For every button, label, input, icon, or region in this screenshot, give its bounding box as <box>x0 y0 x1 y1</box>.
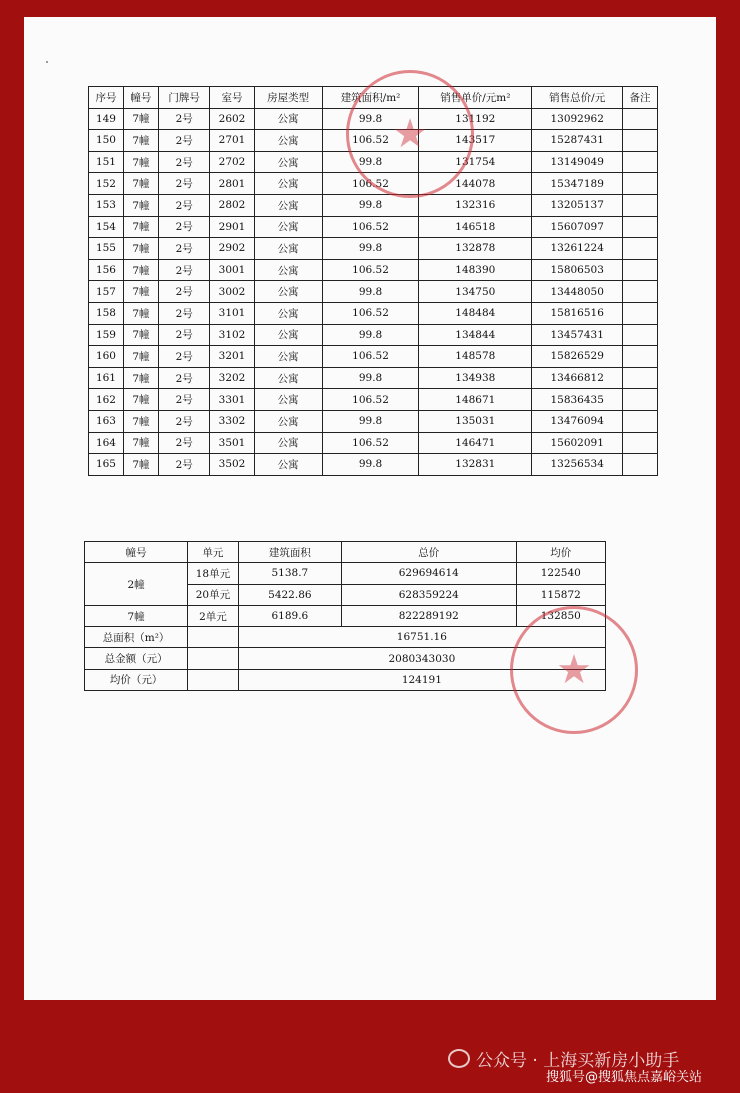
table-cell: 公寓 <box>254 108 322 130</box>
total-area-value: 16751.16 <box>238 627 605 648</box>
table-cell: 106.52 <box>322 216 418 238</box>
header-cell: 销售单价/元m² <box>419 87 532 109</box>
table-cell <box>622 410 657 432</box>
table-cell: 13457431 <box>532 324 623 346</box>
cell: 2单元 <box>188 605 239 626</box>
table-row <box>89 454 658 476</box>
table-cell: 106.52 <box>322 346 418 368</box>
table-cell: 7幢 <box>123 389 158 411</box>
table-cell: 公寓 <box>254 302 322 324</box>
table-cell: 2号 <box>158 238 210 260</box>
table-cell: 公寓 <box>254 367 322 389</box>
table-row <box>89 302 658 324</box>
table-cell: 149 <box>89 108 124 130</box>
table-cell: 99.8 <box>322 324 418 346</box>
summary-row <box>85 563 606 584</box>
table-cell: 151 <box>89 151 124 173</box>
table-cell: 13261224 <box>532 238 623 260</box>
table-cell <box>622 238 657 260</box>
header-cell: 建筑面积 <box>238 542 341 563</box>
table-cell <box>622 216 657 238</box>
table-cell: 160 <box>89 346 124 368</box>
table-cell: 公寓 <box>254 151 322 173</box>
table-cell: 7幢 <box>123 173 158 195</box>
table-cell: 7幢 <box>123 216 158 238</box>
header-cell: 室号 <box>210 87 254 109</box>
table-cell: 15347189 <box>532 173 623 195</box>
table-row <box>89 389 658 411</box>
table-cell <box>622 259 657 281</box>
table-cell: 2号 <box>158 367 210 389</box>
table-cell: 2号 <box>158 389 210 411</box>
table-cell: 7幢 <box>123 151 158 173</box>
table-row <box>89 194 658 216</box>
table-cell: 99.8 <box>322 194 418 216</box>
table-cell: 15602091 <box>532 432 623 454</box>
table-cell: 3202 <box>210 367 254 389</box>
table-cell <box>622 108 657 130</box>
table-cell: 7幢 <box>123 281 158 303</box>
summary-header-row <box>85 542 606 563</box>
cell: 629694614 <box>341 563 516 584</box>
table-cell: 99.8 <box>322 410 418 432</box>
table-cell: 13466812 <box>532 367 623 389</box>
scan-speck <box>46 61 48 63</box>
table-cell: 148671 <box>419 389 532 411</box>
header-cell: 门牌号 <box>158 87 210 109</box>
header-cell: 总价 <box>341 542 516 563</box>
table-cell: 2902 <box>210 238 254 260</box>
avg-price-value: 124191 <box>238 669 605 690</box>
table-cell: 155 <box>89 238 124 260</box>
table-cell: 2号 <box>158 130 210 152</box>
table-cell: 131754 <box>419 151 532 173</box>
table-cell: 153 <box>89 194 124 216</box>
table-cell: 2801 <box>210 173 254 195</box>
table-cell: 106.52 <box>322 432 418 454</box>
table-cell: 2702 <box>210 151 254 173</box>
table-cell: 公寓 <box>254 130 322 152</box>
table-cell: 2号 <box>158 410 210 432</box>
table-cell: 106.52 <box>322 302 418 324</box>
table-cell: 13476094 <box>532 410 623 432</box>
total-area-label: 总面积（m²） <box>85 627 188 648</box>
summary-row <box>85 605 606 626</box>
header-cell: 幢号 <box>85 542 188 563</box>
table-cell: 2号 <box>158 259 210 281</box>
table-cell: 公寓 <box>254 216 322 238</box>
table-cell: 2号 <box>158 216 210 238</box>
table-cell: 公寓 <box>254 173 322 195</box>
table-cell: 7幢 <box>123 454 158 476</box>
table-cell: 公寓 <box>254 259 322 281</box>
table-cell <box>622 130 657 152</box>
table-cell: 7幢 <box>123 130 158 152</box>
table-cell <box>622 281 657 303</box>
table-cell: 165 <box>89 454 124 476</box>
sohu-watermark: 搜狐号@搜狐焦点嘉峪关站 <box>546 1070 703 1085</box>
table-cell <box>622 194 657 216</box>
table-cell: 150 <box>89 130 124 152</box>
table-cell: 152 <box>89 173 124 195</box>
table-cell: 163 <box>89 410 124 432</box>
table-cell: 2号 <box>158 454 210 476</box>
table-cell <box>622 454 657 476</box>
table-cell: 7幢 <box>123 238 158 260</box>
table-cell: 159 <box>89 324 124 346</box>
header-cell: 均价 <box>516 542 605 563</box>
table-cell: 131192 <box>419 108 532 130</box>
table-cell: 15607097 <box>532 216 623 238</box>
table-cell <box>622 173 657 195</box>
table-cell: 2号 <box>158 302 210 324</box>
table-cell: 2号 <box>158 432 210 454</box>
table-cell: 3101 <box>210 302 254 324</box>
wechat-icon <box>448 1049 470 1068</box>
table-cell: 154 <box>89 216 124 238</box>
table-cell: 13448050 <box>532 281 623 303</box>
table-cell <box>622 432 657 454</box>
table-cell: 2号 <box>158 151 210 173</box>
table-cell: 99.8 <box>322 108 418 130</box>
table-cell: 164 <box>89 432 124 454</box>
table-cell: 15836435 <box>532 389 623 411</box>
cell <box>188 648 239 669</box>
table-cell: 7幢 <box>123 432 158 454</box>
table-cell: 7幢 <box>123 346 158 368</box>
cell: 5422.86 <box>238 584 341 605</box>
cell: 822289192 <box>341 605 516 626</box>
table-row <box>89 238 658 260</box>
table-cell: 99.8 <box>322 238 418 260</box>
table-cell: 2701 <box>210 130 254 152</box>
table-row <box>89 410 658 432</box>
table-cell: 135031 <box>419 410 532 432</box>
table-cell: 3301 <box>210 389 254 411</box>
table-cell: 公寓 <box>254 281 322 303</box>
header-cell: 销售总价/元 <box>532 87 623 109</box>
avg-price-label: 均价（元） <box>85 669 188 690</box>
table-cell: 7幢 <box>123 194 158 216</box>
table-cell: 7幢 <box>123 259 158 281</box>
table-cell: 13092962 <box>532 108 623 130</box>
table-cell: 13256534 <box>532 454 623 476</box>
cell: 5138.7 <box>238 563 341 584</box>
table-cell: 2号 <box>158 173 210 195</box>
table-cell: 144078 <box>419 173 532 195</box>
table-cell: 99.8 <box>322 281 418 303</box>
table-cell: 7幢 <box>123 302 158 324</box>
table-cell: 3502 <box>210 454 254 476</box>
table-cell: 161 <box>89 367 124 389</box>
table-cell: 2号 <box>158 108 210 130</box>
table-cell: 2602 <box>210 108 254 130</box>
table-cell: 132878 <box>419 238 532 260</box>
table-cell: 15287431 <box>532 130 623 152</box>
table-cell: 106.52 <box>322 389 418 411</box>
table-row <box>89 324 658 346</box>
cell: 6189.6 <box>238 605 341 626</box>
header-cell: 幢号 <box>123 87 158 109</box>
table-cell <box>622 389 657 411</box>
table-cell: 公寓 <box>254 454 322 476</box>
table-cell: 99.8 <box>322 367 418 389</box>
cell: 132850 <box>516 605 605 626</box>
table-cell <box>622 346 657 368</box>
cell: 20单元 <box>188 584 239 605</box>
table-cell <box>622 367 657 389</box>
table-cell: 15816516 <box>532 302 623 324</box>
table-cell: 106.52 <box>322 259 418 281</box>
table-cell: 公寓 <box>254 238 322 260</box>
table-cell: 3002 <box>210 281 254 303</box>
header-cell: 备注 <box>622 87 657 109</box>
table-cell: 134938 <box>419 367 532 389</box>
table-cell: 3201 <box>210 346 254 368</box>
cell: 115872 <box>516 584 605 605</box>
table-cell <box>622 324 657 346</box>
table-row <box>89 216 658 238</box>
table-cell: 106.52 <box>322 130 418 152</box>
table-row <box>89 432 658 454</box>
star-icon: ★ <box>556 647 592 693</box>
wechat-account-text: 公众号 · 上海买新房小助手 <box>476 1051 680 1071</box>
table-row <box>89 346 658 368</box>
cell <box>188 627 239 648</box>
table-cell: 99.8 <box>322 151 418 173</box>
table-cell: 公寓 <box>254 324 322 346</box>
document-page <box>24 17 716 1000</box>
table-cell: 公寓 <box>254 410 322 432</box>
table-cell: 143517 <box>419 130 532 152</box>
table-row <box>89 367 658 389</box>
table-cell: 7幢 <box>123 324 158 346</box>
table-cell: 13149049 <box>532 151 623 173</box>
star-icon: ★ <box>392 111 428 157</box>
header-cell: 建筑面积/m² <box>322 87 418 109</box>
table-cell: 158 <box>89 302 124 324</box>
table-cell: 106.52 <box>322 173 418 195</box>
table-cell <box>622 151 657 173</box>
building-cell: 7幢 <box>85 605 188 626</box>
table-cell: 3001 <box>210 259 254 281</box>
table-cell: 156 <box>89 259 124 281</box>
table-cell: 157 <box>89 281 124 303</box>
table-cell: 15806503 <box>532 259 623 281</box>
cell <box>188 669 239 690</box>
cell: 628359224 <box>341 584 516 605</box>
cell: 18单元 <box>188 563 239 584</box>
table-cell: 2号 <box>158 346 210 368</box>
cell: 122540 <box>516 563 605 584</box>
table-row <box>89 259 658 281</box>
table-cell: 2号 <box>158 324 210 346</box>
table-cell: 2号 <box>158 281 210 303</box>
table-cell: 15826529 <box>532 346 623 368</box>
table-cell: 7幢 <box>123 108 158 130</box>
table-cell: 7幢 <box>123 367 158 389</box>
table-cell: 7幢 <box>123 410 158 432</box>
header-cell: 单元 <box>188 542 239 563</box>
table-cell: 162 <box>89 389 124 411</box>
total-amount-label: 总金额（元） <box>85 648 188 669</box>
table-cell: 公寓 <box>254 194 322 216</box>
table-cell: 148390 <box>419 259 532 281</box>
table-cell: 134844 <box>419 324 532 346</box>
table-cell: 公寓 <box>254 432 322 454</box>
red-seal-stamp <box>346 70 474 198</box>
building-cell: 2幢 <box>85 563 188 606</box>
table-cell: 146518 <box>419 216 532 238</box>
table-cell: 99.8 <box>322 454 418 476</box>
table-cell: 134750 <box>419 281 532 303</box>
red-seal-stamp <box>510 606 638 734</box>
table-cell: 公寓 <box>254 389 322 411</box>
table-cell: 146471 <box>419 432 532 454</box>
table-cell: 148578 <box>419 346 532 368</box>
table-cell: 公寓 <box>254 346 322 368</box>
table-cell: 132316 <box>419 194 532 216</box>
table-cell: 3501 <box>210 432 254 454</box>
table-row <box>89 281 658 303</box>
table-cell <box>622 302 657 324</box>
header-cell: 房屋类型 <box>254 87 322 109</box>
total-amount-value: 2080343030 <box>238 648 605 669</box>
table-cell: 2901 <box>210 216 254 238</box>
table-cell: 3102 <box>210 324 254 346</box>
table-cell: 13205137 <box>532 194 623 216</box>
table-cell: 2802 <box>210 194 254 216</box>
table-cell: 148484 <box>419 302 532 324</box>
table-cell: 2号 <box>158 194 210 216</box>
table-cell: 3302 <box>210 410 254 432</box>
header-cell: 序号 <box>89 87 124 109</box>
table-cell: 132831 <box>419 454 532 476</box>
